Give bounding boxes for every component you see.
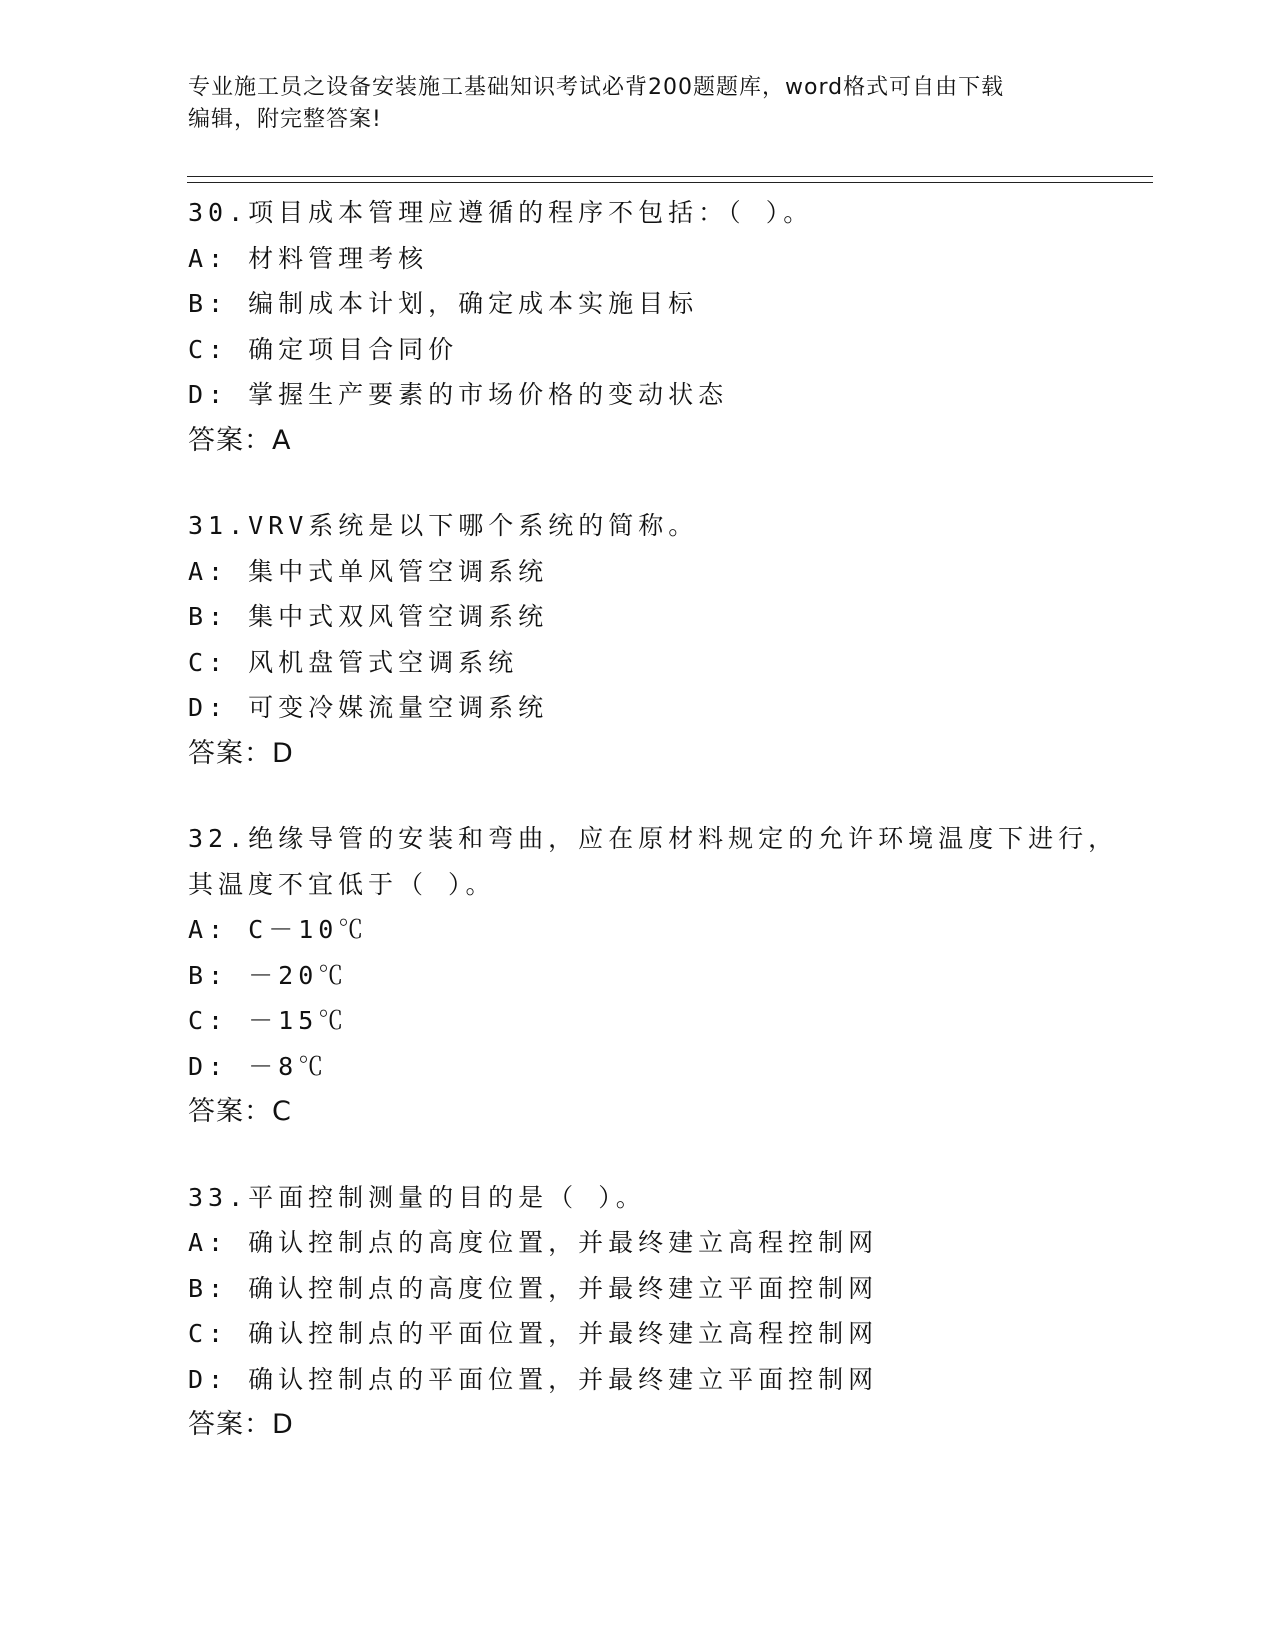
option-c: C: 确认控制点的平面位置，并最终建立高程控制网 [188, 1319, 879, 1348]
option-b: B: 编制成本计划，确定成本实施目标 [188, 289, 699, 318]
option-b: B: 确认控制点的高度位置，并最终建立平面控制网 [188, 1273, 879, 1303]
option-d: D: 掌握生产要素的市场价格的变动状态 [188, 380, 729, 409]
header-divider-bottom [187, 182, 1153, 183]
question-stem: 30.项目成本管理应遵循的程序不包括：（ ）。 [188, 198, 814, 227]
answer: 答案：D [188, 1409, 294, 1440]
question-31 [188, 503, 1148, 776]
question-32 [188, 816, 1148, 1135]
option-a: A: C－10℃ [188, 915, 369, 944]
document-header [188, 72, 1088, 136]
option-c: C: －15℃ [188, 1006, 349, 1035]
option-b: B: 集中式双风管空调系统 [188, 602, 549, 631]
header-divider-top [187, 176, 1153, 177]
question-list [188, 190, 1148, 1488]
answer: 答案：D [188, 737, 294, 769]
question-stem: 33.平面控制测量的目的是（ ）。 [188, 1182, 646, 1212]
question-30 [188, 190, 1148, 463]
option-c: C: 确定项目合同价 [188, 334, 459, 364]
question-stem: 31.VRV系统是以下哪个系统的简称。 [188, 511, 699, 540]
answer: 答案：A [188, 424, 292, 456]
option-b: B: －20℃ [188, 960, 349, 990]
option-d: D: 可变冷媒流量空调系统 [188, 693, 549, 722]
header-line-1: 专业施工员之设备安装施工基础知识考试必背200题题库，word格式可自由下载 [188, 75, 1005, 100]
question-stem-continued: 其温度不宜低于（ ）。 [188, 869, 496, 899]
answer: 答案：C [188, 1096, 292, 1127]
header-line-2: 编辑，附完整答案! [188, 107, 382, 132]
option-d: D: 确认控制点的平面位置，并最终建立平面控制网 [188, 1364, 879, 1394]
question-33 [188, 1175, 1148, 1448]
option-a: A: 材料管理考核 [188, 243, 429, 273]
option-a: A: 集中式单风管空调系统 [188, 556, 549, 586]
option-c: C: 风机盘管式空调系统 [188, 647, 519, 677]
option-d: D: －8℃ [188, 1051, 329, 1081]
question-stem: 32.绝缘导管的安装和弯曲，应在原材料规定的允许环境温度下进行， [188, 824, 1119, 853]
option-a: A: 确认控制点的高度位置，并最终建立高程控制网 [188, 1228, 879, 1257]
